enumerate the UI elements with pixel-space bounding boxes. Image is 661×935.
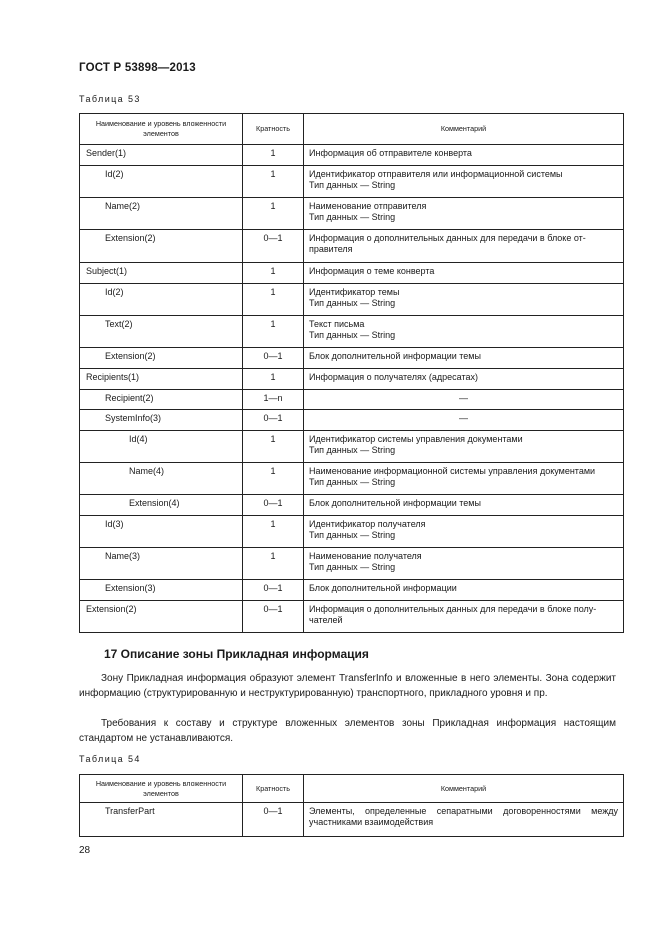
comment-cell bbox=[304, 284, 624, 316]
comment-line: Тип данных — String bbox=[309, 298, 396, 308]
col-header-multiplicity: Кратность bbox=[243, 114, 304, 145]
table-row bbox=[80, 390, 624, 410]
multiplicity-cell: 1 bbox=[243, 431, 304, 463]
col-header-multiplicity: Кратность bbox=[243, 775, 304, 803]
comment-line: Блок дополнительной информации bbox=[309, 583, 457, 593]
comment-line: Информация об отправителе конверта bbox=[309, 148, 472, 158]
element-name-cell: Recipients(1) bbox=[80, 369, 243, 390]
comment-cell bbox=[304, 431, 624, 463]
multiplicity-cell: 0—1 bbox=[243, 601, 304, 633]
element-name-cell: Id(4) bbox=[80, 431, 243, 463]
multiplicity-cell: 0—1 bbox=[243, 495, 304, 516]
comment-line: Идентификатор системы управления документами bbox=[309, 434, 523, 444]
element-name-cell: Id(2) bbox=[80, 284, 243, 316]
comment-line: Текст письма bbox=[309, 319, 365, 329]
element-name-cell: Id(2) bbox=[80, 166, 243, 198]
comment-line: Блок дополнительной информации темы bbox=[309, 351, 481, 361]
table-row bbox=[80, 803, 624, 837]
multiplicity-cell: 1 bbox=[243, 369, 304, 390]
table-row bbox=[80, 284, 624, 316]
comment-cell bbox=[304, 316, 624, 348]
element-name-cell: Name(3) bbox=[80, 548, 243, 580]
comment-line: Идентификатор получателя bbox=[309, 519, 426, 529]
comment-cell bbox=[304, 348, 624, 369]
comment-line: правителя bbox=[309, 244, 353, 254]
multiplicity-cell: 0—1 bbox=[243, 410, 304, 431]
element-name-cell: Extension(2) bbox=[80, 601, 243, 633]
multiplicity-cell: 1 bbox=[243, 548, 304, 580]
table-53-caption: Таблица 53 bbox=[79, 94, 141, 104]
comment-cell bbox=[304, 166, 624, 198]
element-name-cell: Id(3) bbox=[80, 516, 243, 548]
comment-line: Блок дополнительной информации темы bbox=[309, 498, 481, 508]
comment-line: — bbox=[459, 413, 468, 423]
multiplicity-cell: 0—1 bbox=[243, 803, 304, 837]
multiplicity-cell: 1 bbox=[243, 198, 304, 230]
section-17-paragraph-1: Зону Прикладная информация образуют элемент TransferInfo и вложенные в него элементы. Зона содержит информацию (структурированную и неструктурированную) транспортного, прикладного уровня и пр. bbox=[79, 673, 616, 699]
section-17-title: 17 Описание зоны Прикладная информация bbox=[104, 647, 369, 661]
col-header-name: Наименование и уровень вложенности элементов bbox=[80, 775, 243, 803]
comment-cell bbox=[304, 390, 624, 410]
table-row bbox=[80, 230, 624, 263]
table-row bbox=[80, 580, 624, 601]
element-name-cell: TransferPart bbox=[80, 803, 243, 837]
comment-line: Элементы, определенные сепаратными договоренностями между участниками взаимодействия bbox=[309, 806, 618, 827]
element-name-cell: Sender(1) bbox=[80, 145, 243, 166]
table-row bbox=[80, 369, 624, 390]
comment-line: Идентификатор отправителя или информационной системы bbox=[309, 169, 563, 179]
comment-line: Информация о дополнительных данных для передачи в блоке полу- bbox=[309, 604, 597, 614]
element-name-cell: Name(2) bbox=[80, 198, 243, 230]
comment-line: Наименование получателя bbox=[309, 551, 422, 561]
col-header-comment: Комментарий bbox=[304, 775, 624, 803]
table-row bbox=[80, 145, 624, 166]
comment-cell bbox=[304, 145, 624, 166]
comment-cell bbox=[304, 263, 624, 284]
col-header-comment: Комментарий bbox=[304, 114, 624, 145]
element-name-cell: Extension(3) bbox=[80, 580, 243, 601]
comment-cell bbox=[304, 803, 624, 837]
comment-line: Наименование отправителя bbox=[309, 201, 427, 211]
comment-cell bbox=[304, 198, 624, 230]
comment-cell bbox=[304, 601, 624, 633]
comment-line: Тип данных — String bbox=[309, 530, 396, 540]
table-54 bbox=[79, 774, 624, 837]
comment-cell bbox=[304, 495, 624, 516]
table-row bbox=[80, 431, 624, 463]
table-row bbox=[80, 316, 624, 348]
col-header-name: Наименование и уровень вложенности элементов bbox=[80, 114, 243, 145]
table-row bbox=[80, 601, 624, 633]
element-name-cell: Extension(4) bbox=[80, 495, 243, 516]
table-row bbox=[80, 463, 624, 495]
multiplicity-cell: 1 bbox=[243, 263, 304, 284]
multiplicity-cell: 1 bbox=[243, 516, 304, 548]
multiplicity-cell: 0—1 bbox=[243, 580, 304, 601]
comment-line: Тип данных — String bbox=[309, 180, 396, 190]
table-row bbox=[80, 495, 624, 516]
comment-line: Информация о теме конверта bbox=[309, 266, 435, 276]
table-row bbox=[80, 548, 624, 580]
comment-cell bbox=[304, 580, 624, 601]
table-53 bbox=[79, 113, 624, 633]
comment-cell bbox=[304, 230, 624, 263]
document-header: ГОСТ Р 53898—2013 bbox=[79, 62, 196, 74]
element-name-cell: Name(4) bbox=[80, 463, 243, 495]
table-54-caption: Таблица 54 bbox=[79, 754, 141, 764]
element-name-cell: Subject(1) bbox=[80, 263, 243, 284]
comment-line: — bbox=[459, 393, 468, 403]
element-name-cell: Extension(2) bbox=[80, 230, 243, 263]
table-row bbox=[80, 410, 624, 431]
multiplicity-cell: 1 bbox=[243, 463, 304, 495]
table-row bbox=[80, 348, 624, 369]
comment-line: Идентификатор темы bbox=[309, 287, 400, 297]
table-row bbox=[80, 263, 624, 284]
section-17-paragraph-2: Требования к составу и структуре вложенных элементов зоны Прикладная информация настоящим стандартом не устанавливаются. bbox=[79, 718, 616, 744]
multiplicity-cell: 1 bbox=[243, 166, 304, 198]
comment-line: Тип данных — String bbox=[309, 562, 396, 572]
multiplicity-cell: 0—1 bbox=[243, 230, 304, 263]
element-name-cell: Extension(2) bbox=[80, 348, 243, 369]
multiplicity-cell: 1 bbox=[243, 316, 304, 348]
element-name-cell: SystemInfo(3) bbox=[80, 410, 243, 431]
element-name-cell: Text(2) bbox=[80, 316, 243, 348]
comment-cell bbox=[304, 548, 624, 580]
multiplicity-cell: 0—1 bbox=[243, 348, 304, 369]
comment-cell bbox=[304, 369, 624, 390]
table-row bbox=[80, 198, 624, 230]
multiplicity-cell: 1 bbox=[243, 284, 304, 316]
page-number: 28 bbox=[79, 845, 91, 856]
comment-line: чателей bbox=[309, 615, 343, 625]
multiplicity-cell: 1—n bbox=[243, 390, 304, 410]
comment-cell bbox=[304, 463, 624, 495]
comment-cell bbox=[304, 410, 624, 431]
element-name-cell: Recipient(2) bbox=[80, 390, 243, 410]
comment-line: Наименование информационной системы управления документами bbox=[309, 466, 596, 476]
comment-line: Тип данных — String bbox=[309, 212, 396, 222]
table-row bbox=[80, 516, 624, 548]
comment-line: Тип данных — String bbox=[309, 330, 396, 340]
comment-line: Информация о дополнительных данных для передачи в блоке от- bbox=[309, 233, 586, 243]
multiplicity-cell: 1 bbox=[243, 145, 304, 166]
table-row bbox=[80, 166, 624, 198]
comment-line: Тип данных — String bbox=[309, 477, 396, 487]
comment-line: Тип данных — String bbox=[309, 445, 396, 455]
comment-cell bbox=[304, 516, 624, 548]
comment-line: Информация о получателях (адресатах) bbox=[309, 372, 478, 382]
